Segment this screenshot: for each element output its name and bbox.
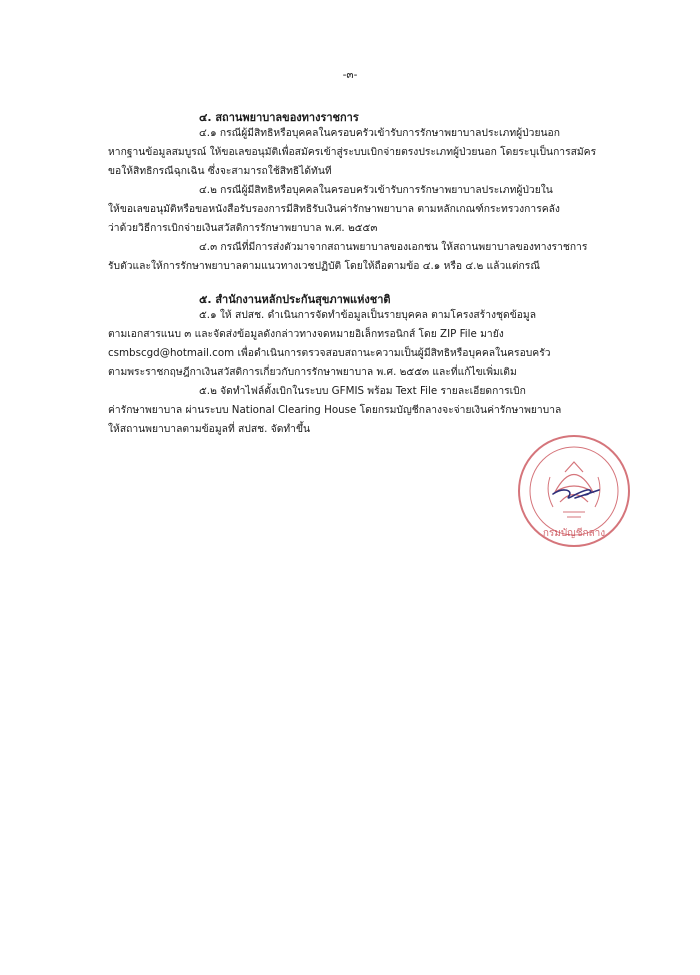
text-line: รับตัวและให้การรักษาพยาบาลตามแนวทางเวชปฏิบัติ โดยให้ถือตามข้อ ๔.๑ หรือ ๔.๒ แล้วแต่กรณี <box>108 260 540 272</box>
section-5-heading: ๕. สำนักงานหลักประกันสุขภาพแห่งชาติ <box>199 293 391 306</box>
text-line: ขอให้สิทธิกรณีฉุกเฉิน ซึ่งจะสามารถใช้สิทธิได้ทันที <box>108 165 332 177</box>
text-line: ๔.๑ กรณีผู้มีสิทธิหรือบุคคลในครอบครัวเข้ารับการรักษาพยาบาลประเภทผู้ป่วยนอก <box>199 127 560 139</box>
text-line: ๕.๒ จัดทำไฟล์ตั้งเบิกในระบบ GFMIS พร้อม Text File รายละเอียดการเบิก <box>199 385 526 397</box>
text-line: ให้ขอเลขอนุมัติหรือขอหนังสือรับรองการมีสิทธิรับเงินค่ารักษาพยาบาล ตามหลักเกณฑ์กระทรวงการคลัง <box>108 203 560 215</box>
text-line: csmbscgd@hotmail.com เพื่อดำเนินการตรวจสอบสถานะความเป็นผู้มีสิทธิหรือบุคคลในครอบครัว <box>108 347 551 359</box>
text-line: ตามเอกสารแนบ ๓ และจัดส่งข้อมูลดังกล่าวทางจดหมายอิเล็กทรอนิกส์ โดย ZIP File มายัง <box>108 328 504 340</box>
text-line: ค่ารักษาพยาบาล ผ่านระบบ National Clearing House โดยกรมบัญชีกลางจะจ่ายเงินค่ารักษาพยาบาล <box>108 404 562 416</box>
section-4-heading: ๔. สถานพยาบาลของทางราชการ <box>199 111 359 124</box>
page-number: -๓- <box>342 69 358 81</box>
text-line: ว่าด้วยวิธีการเบิกจ่ายเงินสวัสดิการรักษาพยาบาล พ.ศ. ๒๕๕๓ <box>108 222 378 234</box>
official-seal-stamp <box>515 432 633 550</box>
text-line: หากฐานข้อมูลสมบูรณ์ ให้ขอเลขอนุมัติเพื่อสมัครเข้าสู่ระบบเบิกจ่ายตรงประเภทผู้ป่วยนอก โดยระบุเป็นการสมัคร <box>108 146 597 158</box>
text-line: ให้สถานพยาบาลตามข้อมูลที่ สปสช. จัดทำขึ้น <box>108 423 311 435</box>
text-line: ตามพระราชกฤษฎีกาเงินสวัสดิการเกี่ยวกับการรักษาพยาบาล พ.ศ. ๒๕๕๓ และที่แก้ไขเพิ่มเติม <box>108 366 517 378</box>
stamp-text: กรมบัญชีกลาง <box>542 528 606 539</box>
text-line: ๔.๓ กรณีที่มีการส่งตัวมาจากสถานพยาบาลของเอกชน ให้สถานพยาบาลของทางราชการ <box>199 241 588 253</box>
text-line: ๕.๑ ให้ สปสช. ดำเนินการจัดทำข้อมูลเป็นรายบุคคล ตามโครงสร้างชุดข้อมูล <box>199 309 537 321</box>
text-line: ๔.๒ กรณีผู้มีสิทธิหรือบุคคลในครอบครัวเข้ารับการรักษาพยาบาลประเภทผู้ป่วยใน <box>199 184 553 196</box>
